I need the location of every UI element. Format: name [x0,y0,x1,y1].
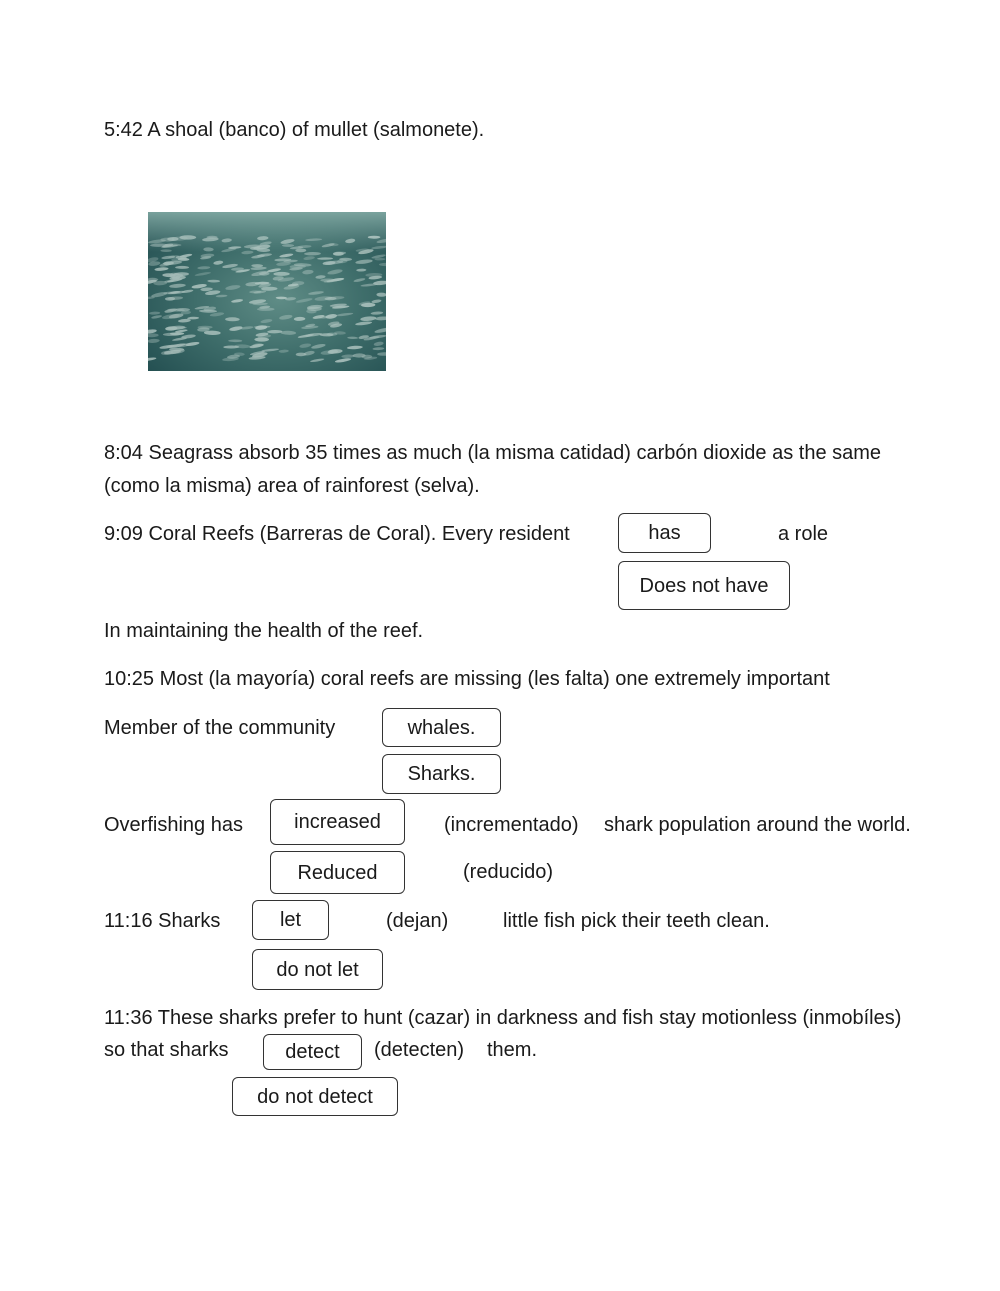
option-do-not-detect[interactable]: do not detect [232,1077,398,1116]
line-dejan: (dejan) [386,910,449,932]
line-a-role: a role [778,523,829,545]
option-has[interactable]: has [618,513,711,553]
line-them: them. [487,1039,538,1061]
line-shark-population: shark population around the world. [604,814,911,836]
option-increased[interactable]: increased [270,799,405,845]
fish-shoal-illustration [148,212,386,371]
line-most-coral-reefs: 10:25 Most (la mayoría) coral reefs are missing (les falta) one extremely important [104,668,830,690]
line-incrementado: (incrementado) [444,814,579,836]
option-do-not-let[interactable]: do not let [252,949,383,990]
option-sharks[interactable]: Sharks. [382,754,501,794]
line-little-fish: little fish pick their teeth clean. [503,910,770,932]
option-whales[interactable]: whales. [382,708,501,747]
line-so-that-sharks: so that sharks [104,1039,229,1061]
option-does-not-have[interactable]: Does not have [618,561,790,610]
line-reducido: (reducido) [463,861,554,883]
line-member: Member of the community [104,717,336,739]
option-detect[interactable]: detect [263,1034,362,1070]
line-seagrass-1: 8:04 Seagrass absorb 35 times as much (la misma catidad) carbón dioxide as the same [104,442,882,464]
fish-shoal-image [148,212,386,371]
line-seagrass-2: (como la misma) area of rainforest (selva). [104,475,480,497]
line-overfishing: Overfishing has [104,814,243,836]
option-reduced[interactable]: Reduced [270,851,405,894]
option-let[interactable]: let [252,900,329,940]
line-sharks: 11:16 Sharks [104,910,221,932]
line-maintaining: In maintaining the health of the reef. [104,620,424,642]
line-detecten: (detecten) [374,1039,465,1061]
line-mullet: 5:42 A shoal (banco) of mullet (salmonete). [104,119,485,141]
line-coral-reefs: 9:09 Coral Reefs (Barreras de Coral). Every resident [104,523,570,545]
line-hunt-darkness: 11:36 These sharks prefer to hunt (cazar) in darkness and fish stay motionless (inmobíles) [104,1007,902,1029]
